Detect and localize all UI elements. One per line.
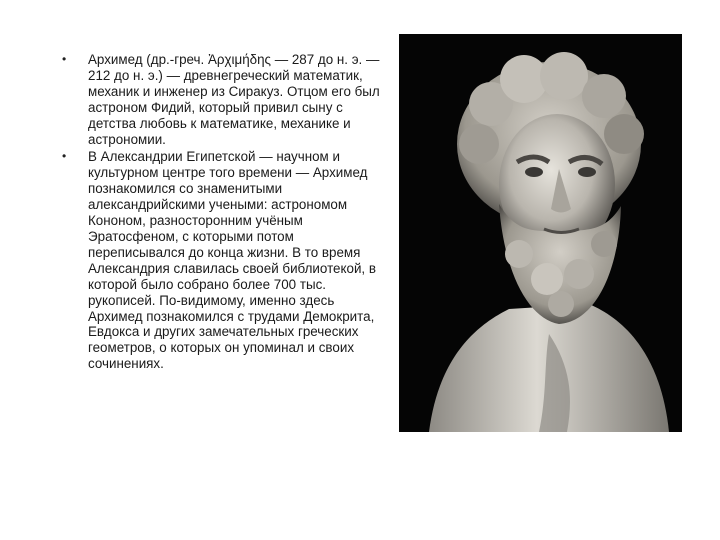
bullet-marker: • [62, 52, 67, 66]
archimedes-bust-photo [399, 34, 682, 432]
bullet-text: В Александрии Египетской — научном и культурном центре того времени — Архимед познакомился со знаменитыми александрийскими учеными: астрономом Кононом, разносторонним учёным Эратосфеном, с которыми потом переписывался до конца жизни. В то время Александрия славилась своей библиотекой, в которой было собрано более 700 тыс. рукописей. По-видимому, именно здесь Архимед познакомился с трудами Демокрита, Евдокса и других замечательных греческих геометров, о которых он упоминал и своих сочинениях. [88, 149, 376, 372]
bullet-item-biography [62, 52, 384, 147]
bullet-text: Архимед (др.-греч. Ἀρχιμήδης — 287 до н. э. — 212 до н. э.) — древнегреческий математик, механик и инженер из Сиракуз. Отцом его был астроном Фидий, который привил сыну с детства любовь к математике, механике и астрономии. [88, 52, 380, 147]
bullet-list [62, 52, 384, 374]
bust-illustration-icon [399, 34, 682, 432]
bullet-item-alexandria [62, 149, 384, 372]
bullet-marker: • [62, 149, 67, 164]
